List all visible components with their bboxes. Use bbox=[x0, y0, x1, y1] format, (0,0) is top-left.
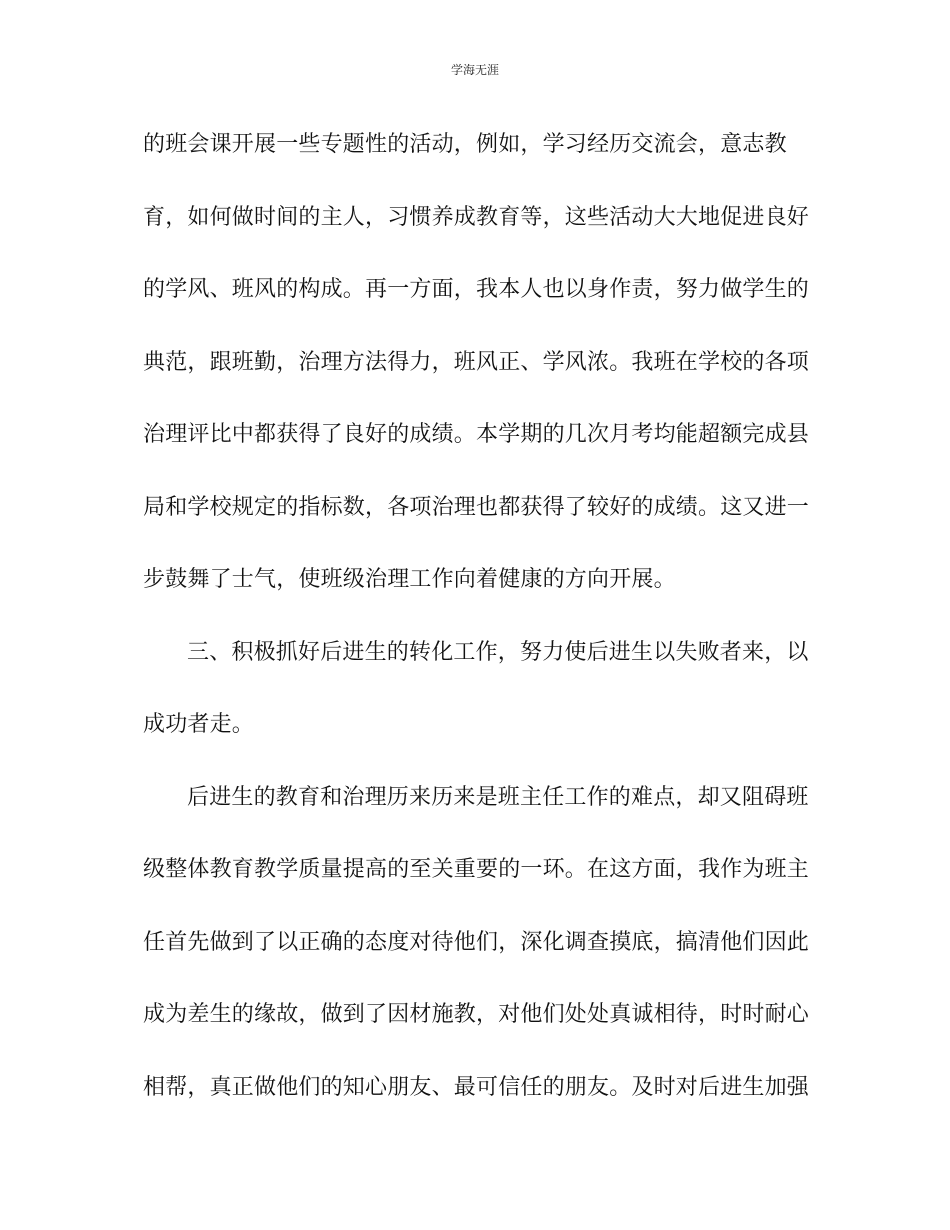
section-heading-line: 三、积极抓好后进生的转化工作，努力使后进生以失败者来，以 bbox=[187, 639, 809, 665]
text-line: 典范，跟班勤，治理方法得力，班风正、学风浓。我班在学校的各项 bbox=[143, 349, 810, 375]
text-line: 级整体教育教学质量提高的至关重要的一环。在这方面，我作为班主 bbox=[143, 857, 810, 882]
text-line: 的班会课开展一些专题性的活动，例如，学习经历交流会，意志教 bbox=[143, 132, 787, 157]
text-line: 育，如何做时间的主人，习惯养成教育等，这些活动大大地促进良好 bbox=[143, 204, 810, 230]
section-heading-line: 成功者走。 bbox=[143, 712, 255, 737]
page-header-title: 学海无涯 bbox=[450, 63, 499, 77]
text-line: 治理评比中都获得了良好的成绩。本学期的几次月考均能超额完成县 bbox=[143, 422, 810, 447]
text-line: 相帮，真正做他们的知心朋友、最可信任的朋友。及时对后进生加强 bbox=[143, 1074, 810, 1100]
text-line: 任首先做到了以正确的态度对待他们，深化调查摸底，搞清他们因此 bbox=[143, 929, 810, 955]
paragraph-start-line: 后进生的教育和治理历来历来是班主任工作的难点，却又阻碍班 bbox=[187, 784, 809, 810]
document-body bbox=[143, 126, 810, 1141]
text-line: 成为差生的缘故，做到了因材施教，对他们处处真诚相待，时时耐心 bbox=[143, 1002, 810, 1027]
text-line: 的学风、班风的构成。再一方面，我本人也以身作责，努力做学生的 bbox=[143, 277, 810, 302]
text-line: 局和学校规定的指标数，各项治理也都获得了较好的成绩。这又进一 bbox=[143, 494, 810, 520]
text-line: 步鼓舞了士气，使班级治理工作向着健康的方向开展。 bbox=[143, 567, 676, 592]
